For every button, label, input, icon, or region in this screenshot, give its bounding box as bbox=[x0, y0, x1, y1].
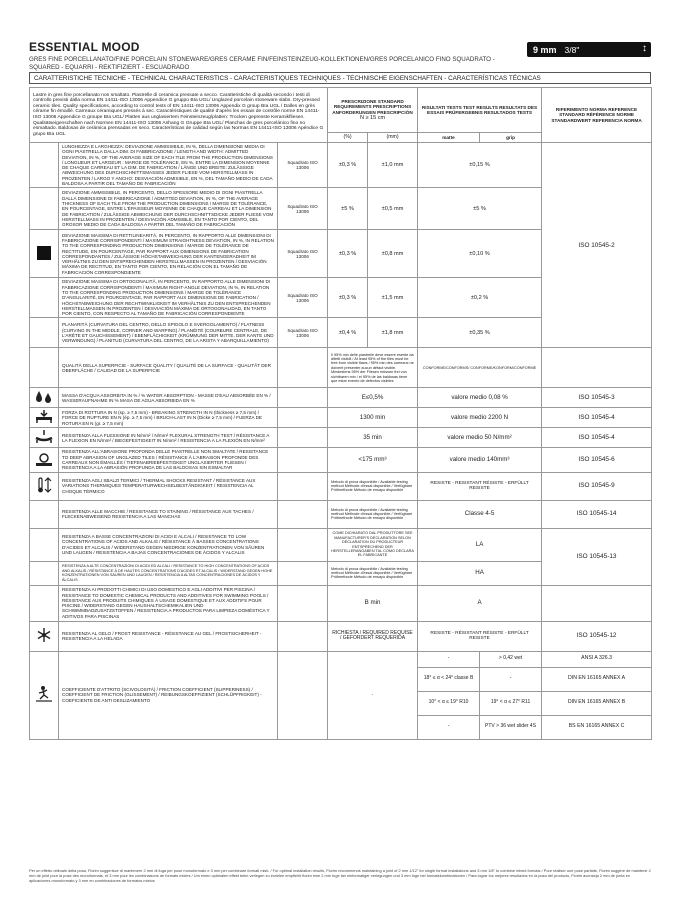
prescriptions-header: PRESCRIZIONE STANDARD REQUIREMENTS PRESCRIPTIONS ANFORDERUNGEN PRESCRIPCIÓN N ≥ 15 cm bbox=[328, 88, 418, 133]
row-desc: COEFFICIENTE D'ATTRITO (SCIVOLOSITÀ) / FRICTION COEFFICIENT (SLIPPERINESS) / COEFFICIENT DE FRICTION (GLISSEMENT) / REIBUNGSKOEFFIZIENT (SCHLÜPFRIGKEIT) - COEFICIENTE DE ANTI DESLIZAMIENTO bbox=[59, 651, 278, 739]
flexural-icon bbox=[34, 430, 54, 444]
row-pct: ±0,4 % bbox=[328, 318, 368, 348]
row-result: ±5 % bbox=[418, 188, 542, 230]
row-ref: ISO 10545-13 bbox=[542, 528, 652, 585]
matte-header: matte bbox=[418, 133, 480, 143]
row-ref: ISO 10545-14 bbox=[542, 500, 652, 528]
table-row bbox=[30, 388, 652, 408]
water-drops-icon bbox=[34, 390, 54, 404]
page-title: ESSENTIAL MOOD bbox=[29, 40, 140, 54]
table-row bbox=[30, 651, 652, 667]
table-row bbox=[30, 500, 652, 528]
row-result: ±0,15 % bbox=[418, 143, 542, 188]
footer-note: Per un effetto ottimale della posa, Florim suggerisce di mantenere 2 mm di fuga per pose monoformato e 3 mm per combinare formati misti. / For optimal installation results, Florim recommends maintaining a joint of 2 mm 1/12" for single format installations and 3 mm 1/8" to combine mixed formats / Pour réaliser une pose parfaite, Florim suggère de maintenir 2 mm de joint pour la pose des monoformats, et 3 mm pour les combinaisons de formats mixtes / Um einen optimalen effekt beim verlegen zu erzielen empfiehlt florim eine 2 mm fuge bei einformatiger verlegungen und 3 mm fuge bei formatekombinationen / Para lograr los mejores resultados en la posa del producto, Florim aconseja 2 mm de junta en aplicaciones monoformato y 3 mm en combinaciones de formatos mixtos bbox=[29, 868, 651, 883]
subtitle: GRES FINE PORCELLANATO/FINE PORCELAIN STONEWARE/GRES CERAME FIN/FEINSTEINZEUG-KOLLEKTIONEN/GRES PORCELANICO FINO SQUADRATO - SQUARED - EQUARRI - REKTIFIZIERT - ESCUADRADO bbox=[29, 56, 495, 71]
row-mm: ±1,8 mm bbox=[368, 318, 418, 348]
table-row bbox=[30, 428, 652, 448]
row-squared: Squadrato ISO 13006 bbox=[278, 318, 328, 348]
friction-r2-grip: - bbox=[480, 667, 542, 691]
table-row bbox=[30, 408, 652, 428]
row-requirement: Metodo di prova disponibile / Available testing method Méthode d'essai disponible / Verfügbare Prüfmethode Método de ensayo disponible bbox=[328, 500, 418, 528]
double-arrow-icon: ↕ bbox=[642, 43, 647, 54]
row-desc: LUNGHEZZA E LARGHEZZA: DEVIAZIONE AMMISSIBILE, IN %, DELLA DIMENSIONE MEDIA DI OGNI PIASTRELLA DALLA DIM. DI FABBRICAZIONE / LENGTH AND WIDTH: ADMITTED DEVIATION, IN %, OF THE AVERAGE SIZE OF EACH TILE FROM THE PRODUCTION DIMENSIONS / LONGUEUR ET LARGEUR : MARGE DE TOLÉRANCE, EN %, ENTRE LA DIMENSION MOYENNE DE CHAQUE CARREAU ET LA DIM. DE FABRICATION / LÄNGE UND BREITE: ZULÄSSIGE ABWEICHUNG DES DURCHSCHNITTSMASSES JEDER FLIESE VOM HERSTELLMASS IN PROZENTEN / LARGO Y ANCHO: DESVIACIÓN ADMISIBLE, EN %, DEL TAMAÑO MEDIO DE CADA BALDOSA A PARTIR DEL TAMAÑO DE FABRICACIÓN bbox=[59, 143, 278, 188]
row-requirement: COME DICHIARATO DAL PRODUTTORE SEE MANUFACTURER'S DECLARATION SELON DÉCLARATION DU PRODUCTEUR ENTSPRECHEND DER HERSTELLERANGABEN TAL COMO DECLARA EL FABRICANTE bbox=[328, 528, 418, 561]
thickness-in: 3/8" bbox=[564, 44, 580, 55]
row-mm: ±0,8 mm bbox=[368, 230, 418, 278]
row-squared: Squadrato ISO 13006 bbox=[278, 143, 328, 188]
thickness-mm: 9 mm bbox=[533, 44, 557, 55]
row-result: ±0,10 % bbox=[418, 230, 542, 278]
row-result: RESISTE - RESISTANT RÉSISTE - ERFÜLLT RESISTE bbox=[418, 472, 542, 500]
row-result: LA bbox=[418, 528, 542, 561]
thermal-shock-icon bbox=[34, 477, 54, 493]
friction-r1-grip: > 0,42 wet bbox=[480, 651, 542, 667]
row-desc: QUALITÀ DELLA SUPERFICIE - SURFACE QUALITY / QUALITÉ DE LA SURFACE - QUALITÄT DER OBERFLÄCHE / CALIDAD DE LA SUPERFICIE bbox=[59, 348, 278, 388]
row-desc: RESISTENZA ALLE MACCHIE / RESISTANCE TO STAINING / RÉSISTANCE AUX TACHES / FLECKENABWEISEND RESISTENCIA A LAS MANCHAS bbox=[59, 500, 278, 528]
row-result: ±0,35 % bbox=[418, 318, 542, 348]
row-requirement: 35 min bbox=[328, 428, 418, 448]
row-desc: DEVIAZIONE MASSIMA DI RETTILINEARITÀ, IN PERCENTO, IN RAPPORTO ALLE DIMENSIONI DI FABBRICAZIONE CORRISPONDENTI / MAXIMUM STRAIGHTNESS DEVIATION, IN %, IN RELATION TO THE CORRESPONDING PRODUCTION DIMENSIONS / MARGE DE TOLÉRANCE DE RECTITUDE, EN POURCENTAGE, PAR RAPPORT AUX DIMENSIONS DE FABRICATION CORRESPONDANTES / ZULÄSSIGE HÖCHSTABWEICHUNG DER KANTENGERADHEIT IM VERHÄLTNIS ZU DEN ENTSPRECHENDEN HERSTELLMASSEN IN PROZENTEN / DESVIACIÓN MÁXIMA DE RECTITUD, EN TANTO POR CIENTO, EN RELACIÓN CON EL TAMAÑO DE FABRICACIÓN CORRESPONDIENTE bbox=[59, 230, 278, 278]
row-squared: Squadrato ISO 13006 bbox=[278, 188, 328, 230]
row-requirement: 1300 min bbox=[328, 408, 418, 428]
row-result: ±0,2 % bbox=[418, 278, 542, 318]
row-desc: RESISTENZA A ALTE CONCENTRAZIONI DI ACIDI ED ALCALI / RESISTANCE TO HIGH CONCENTRATIONS OF ACIDS AND ALKALIS / RÉSISTANCE À DE HAUTES CONCENTRATIONS D'ACIDES ET ALCALIS / WIDERSTAND GEGEN HOHE KONZENTRATIONEN VON SÄUREN UND LAUGEN / RESISTENCIA A ALTAS CONCENTRACIONES DE ÁCIDOS Y ÁLCALIS bbox=[59, 561, 278, 585]
row-ref: ISO 10545-12 bbox=[542, 621, 652, 651]
row-desc: RESISTENZA ALL'ABRASIONE PROFONDA DELLE PIASTRELLE NON SMALTATE / RESISTANCE TO DEEP ABRASION OF UNGLAZED TILES / RÉSISTANCE À L'ABRASION PROFONDE DES CARREAUX NON ÉMAILLÉS / TIEFENABRIEBFESTIGKEIT UNGLASIERTER FLIESEN / RESISTENCIA A LA ABRASIÓN PROFUNDA DE LAS BALDOSAS SIN ESMALTAR bbox=[59, 448, 278, 472]
row-ref: ISO 10545-3 bbox=[542, 388, 652, 408]
grip-header: grip bbox=[480, 133, 542, 143]
table-row bbox=[30, 621, 652, 651]
row-ref: ISO 10545-4 bbox=[542, 428, 652, 448]
row-requirement: B min bbox=[328, 585, 418, 621]
row-pct: ±0,3 % bbox=[328, 278, 368, 318]
row-result: valore medio 2200 N bbox=[418, 408, 542, 428]
row-requirement: RICHIESTA / REQUIRED REQUISE / GEFORDERT REQUERIDA bbox=[328, 621, 418, 651]
row-result: Classe 4-5 bbox=[418, 500, 542, 528]
friction-r1-matte: - bbox=[418, 651, 480, 667]
row-requirement: Metodo di prova disponibile / Available testing method Méthode d'essai disponible / Verfügbare Prüfmethode Método de ensayo disponible bbox=[328, 561, 418, 585]
row-requirement: - bbox=[328, 651, 418, 739]
section-band: CARATTERISTICHE TECNICHE - TECHNICAL CHARACTERISTICS - CARACTERISTIQUES TECHNIQUES - TECHNISCHE EIGENSCHAFTEN - CARACTERÍSTICAS TÉCNICAS bbox=[29, 72, 651, 84]
friction-r4-matte: - bbox=[418, 715, 480, 739]
friction-r4-ref: BS EN 16165 ANNEX C bbox=[542, 715, 652, 739]
row-result: valore medio 140mm³ bbox=[418, 448, 542, 472]
row-mm: ±0,5 mm bbox=[368, 188, 418, 230]
row-squared: Squadrato ISO 13006 bbox=[278, 278, 328, 318]
row-desc: RESISTENZA AL GELO / FROST RESISTANCE - RÉSISTANCE AU GEL / FROSTSICHERHEIT - RESISTENCIA A LA HELADA bbox=[59, 621, 278, 651]
intro-text: Lastre in gres fine porcellanato non smaltato. Piastrelle di ceramica pressate a secco. Caratteristiche di qualità secondo i testi di controllo previsti dalla norma EN 14411-ISO 13006 Appendice G gruppo BIa UGL/ Unglazed porcelain stoneware slabs. Dry-pressed ceramic tiles. Quality specifications, according to control tests of EN 14411-ISO 13006 Appendix G group BIa UGL / Dalles en grès cérame fin émaillé. Carreaux céramiques pressés à sec. Caractéristiques de qualité d'après les essais de contrôle norme EN 14411-ISO 13006 Appendice G groupe BIa UGL/ Platten aus unglasiertem Feinsteinzeug/platten: Trocken gepresste Keramikfliesen. Qualitätseigenschaften nach Normen EN 14411-ISO 13006 Anhang G Gruppe BIa UGL/ Planchas de gres porcelánico fino no esmaltado. Baldosas de cerámica prensadas en seco. Características de calidad según las Normas EN 14411-ISO 13006 Apéndice G grupo BIa UGL bbox=[30, 88, 328, 143]
thickness-badge bbox=[527, 42, 651, 57]
table-row bbox=[30, 472, 652, 500]
friction-r4-grip: PTV > 36 wet slider 4S bbox=[480, 715, 542, 739]
row-desc: PLANARITÀ (CURVATURA DEL CENTRO, DELLO SPIGOLO E SVERGOLAMENTO) / FLATNESS (CURVING IN THE MIDDLE, CORNER AND WARPING) / PLANÉITÉ (COURBURE CENTRALE, DE L'ARÊTE ET GAUCHISSEMENT) / EBENFLÄCHIGKEIT (KRÜMMUNG DER MITTE, DER KANTE UND VERWINDUNG) / PLANITUD (CURVATURA DEL CENTRO, DE LA ARISTA Y ABARQUILLAMIENTO) bbox=[59, 318, 278, 348]
characteristics-table bbox=[29, 87, 652, 740]
row-mm: ±1,0 mm bbox=[368, 143, 418, 188]
row-desc: FORZA DI ROTTURA IN N (sp. ≥ 7,5 mm) - BREAKING STRENGTH IN N (thickness ≥ 7,5 mm) / FORCE DE RUPTURE EN N (ép. ≥ 7,5 mm) / BRUCH-LAST IN N (Dicke ≥ 7,5 mm) / FUERZA DE ROTURA EN N (gr. ≥ 7,5 mm) bbox=[59, 408, 278, 428]
table-row bbox=[30, 143, 652, 188]
friction-r3-grip: 19° < α ≤ 27° R11 bbox=[480, 691, 542, 715]
row-requirement: Metodo di prova disponibile / Available testing method Méthode d'essai disponible / Verfügbare Prüfmethode Método de ensayo disponible bbox=[328, 472, 418, 500]
dimension-icon bbox=[30, 143, 59, 188]
friction-r3-matte: 10° < α ≤ 19° R10 bbox=[418, 691, 480, 715]
friction-r3-ref: DIN EN 16165 ANNEX B bbox=[542, 691, 652, 715]
row-pct: ±5 % bbox=[328, 188, 368, 230]
mm-header: (mm) bbox=[368, 133, 418, 143]
results-header: RISULTATI TESTS TEST RESULTS RESULTATS DES ESSAIS PRÜFERGEBNIS RESULTADOS TESTS bbox=[418, 88, 542, 133]
row-desc: DEVIAZIONE AMMISSIBILE, IN PERCENTO, DELLO SPESSORE MEDIO DI OGNI PIASTRELLA DALLA DIMENSIONE DI FABBRICAZIONE / ADMITTED DEVIATION, IN %, OF THE AVERAGE THICKNESS OF EACH TILE FROM THE PRODUCTION DIMENSIONS / MARGE DE TOLÉRANCE, EN POURCENTAGE, ENTRE L'ÉPAISSEUR MOYENNE DE CHAQUE CARREAU ET LA DIMENSION DE FABRICATION / ZULÄSSIGE ABWEICHUNG DER DURCHSCHNITTSDICKE JEDER FLIESE VOM HERSTELLMASS IN PROZENTEN / DESVIACIÓN ADMISIBLE, EN TANTO POR CIENTO, DEL GROSOR MEDIO DE CADA BALDOSA A PARTIR DEL TAMAÑO DE FABRICACIÓN bbox=[59, 188, 278, 230]
row-requirement: Il 95% min delle piastrelle deve essere esente da difetti visibili / At least 95% of the tiles must be free from visible flaws / 95% min des carreaux ne doivent présenter aucun défaut visible. Mindestens 95% der Fliesen müssen frei von sichtbaren min / el 95% de las baldosas tiene que estar exento de defectos visibles bbox=[328, 348, 418, 388]
row-result: A bbox=[418, 585, 542, 621]
reference-header: RIFERIMENTO NORMA REFERENCE STANDARD RÉFÉRENCE NORME STANDARDWERT REFERENCIA NORMA bbox=[542, 88, 652, 143]
row-ref: ISO 10545-9 bbox=[542, 472, 652, 500]
row-result: valore medio 0,08 % bbox=[418, 388, 542, 408]
row-result: RESISTE - RÉSISTANT RÉSISTE - ERFÜLLT RESISTE bbox=[418, 621, 542, 651]
table-row bbox=[30, 448, 652, 472]
breaking-load-icon bbox=[34, 410, 54, 424]
friction-r2-matte: 18° ≤ α < 24° classe B bbox=[418, 667, 480, 691]
row-desc: RESISTENZA ALLA FLESSIONE IN N/mm² / N/mm² FLEXURAL STRENGTH TEST / RÉSISTANCE A LA FLEXION EN N/mm² / BIEGEFESTIGKEIT IN N/mm² / RESISTENCIA A LA FLEXIÓN EN N/mm² bbox=[59, 428, 278, 448]
row-desc: RESISTENZA AI PRODOTTI CHIMICI DI USO DOMESTICO E AGLI ADDITIVI PER PISCINA / RESISTANCE TO DOMESTIC CHEMICAL PRODUCTS AND ADDITIVES FOR SWIMMING POOLS / RÉSISTANCE AUX PRODUITS CHIMIQUES À USAGE DOMESTIQUE ET AUX ADDITIFS POUR PISCINE / WIDERSTAND GEGEN HAUSHALTSCHEMIKALIEN UND SCHWIMMBADZUSATZSTOFFEN / RESISTENCIA A PRODUCTOS PARA LIMPIEZA DOMÉSTICA Y ADITIVOS PARA PISCINAS bbox=[59, 585, 278, 621]
friction-r1-ref: ANSI A 326.3 bbox=[542, 651, 652, 667]
row-pct: ±0,3 % bbox=[328, 230, 368, 278]
row-desc: RESISTENZA A BASSE CONCENTRAZIONI DI ACIDI E ALCALI / RESISTANCE TO LOW CONCENTRATIONS OF ACIDS AND ALKALIS / RÉSISTANCE À BASSES CONCENTRATIONS D'ACIDES ET ALCALIS / WIDERSTAND GEGEN NIEDRIGE KONZENTRATIONEN VON SÄUREN UND LAUGEN / RESISTENCIA A BAJAS CONCENTRACIONES DE ÁCIDOS Y ALCALIS bbox=[59, 528, 278, 561]
row-ref: ISO 10545-6 bbox=[542, 448, 652, 472]
table-row bbox=[30, 528, 652, 561]
row-pct: ±0,3 % bbox=[328, 143, 368, 188]
row-squared: Squadrato ISO 13006 bbox=[278, 230, 328, 278]
row-desc: DEVIAZIONE MASSIMA DI ORTOGONALITÀ, IN PERCENTO, IN RAPPORTO ALLE DIMENSIONI DI FABBRICAZIONE CORRISPONDENTI / MAXIMUM RIGHT-ANGLE DEVIATION, IN %, IN RELATION TO THE CORRESPONDING PRODUCTION DIMENSIONS / MARGE DE TOLÉRANCE D'ANGULARITÉ, EN POURCENTAGE, PAR RAPPORT AUX DIMENSIONS DE FABRICATION / HÖCHSTABWEICHUNG DER RECHTWINKLIGKEIT IM VERHÄLTNIS ZU DEN ENTSPRECHENDEN HERSTELLMASSEN IN PROZENTEN / DESVIACIÓN MÁXIMA DE ORTOGONALIDAD, EN TANTO POR CIENTO, CON RESPECTO AL TAMAÑO DE FABRICACIÓN CORRESPONDIENTE bbox=[59, 278, 278, 318]
row-result: valore medio 50 N/mm² bbox=[418, 428, 542, 448]
row-ref: ISO 10545-2 bbox=[542, 143, 652, 348]
row-ref: ISO 10545-4 bbox=[542, 408, 652, 428]
friction-r2-ref: DIN EN 16165 ANNEX A bbox=[542, 667, 652, 691]
snowflake-icon bbox=[36, 627, 52, 643]
row-desc: MASSA D'ACQUA ASSORBITA IN % / % WATER ABSORPTION - MASSE D'EAU ABSORBÉE EN % / WASSERAUFNAHME IN % MASA DE AGUA ABSORBIDA EN % bbox=[59, 388, 278, 408]
table-row bbox=[30, 348, 652, 388]
table-row bbox=[30, 585, 652, 621]
row-mm: ±1,5 mm bbox=[368, 278, 418, 318]
row-desc: RESISTENZA AGLI SBALZI TERMICI / THERMAL SHOCKS RESISTANT / RÉSISTANCE AUX VARIATIONS THERMIQUES TEMPERATURWECHSELBESTÄNDIGKEIT / RESISTENCIA AL CHOQUE TÉRMICO bbox=[59, 472, 278, 500]
table-header-row bbox=[30, 88, 652, 133]
tile-square-icon bbox=[37, 246, 51, 260]
slip-icon bbox=[35, 685, 53, 703]
abrasion-icon bbox=[34, 452, 54, 466]
row-result: CONFORME/CONFORMS/ CONFORME/KONFORM/CONFORME bbox=[418, 348, 542, 388]
row-result: HA bbox=[418, 561, 542, 585]
pct-header: (%) bbox=[328, 133, 368, 143]
row-requirement: E≤0,5% bbox=[328, 388, 418, 408]
row-requirement: <175 mm³ bbox=[328, 448, 418, 472]
